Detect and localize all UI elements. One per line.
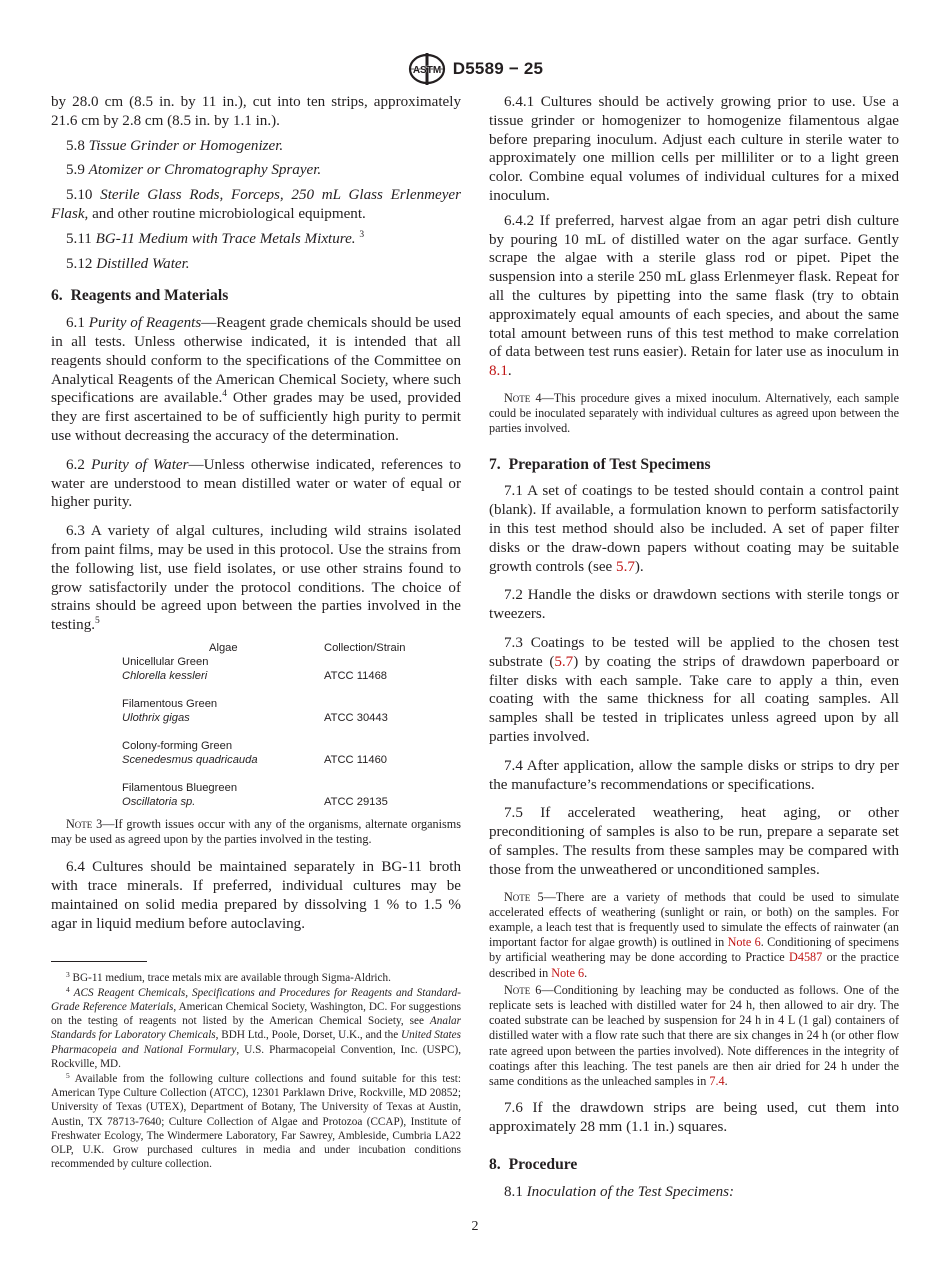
item-5-11: 5.11 BG-11 Medium with Trace Metals Mixture. $^3$ — [66, 229, 365, 247]
table-row: Unicellular Green — [122, 655, 209, 668]
xref-note-6[interactable]: Note 6 — [727, 935, 761, 950]
table-row: Oscillatoria sp. ATCC 29135 — [122, 795, 388, 808]
table-row: Chlorella kessleri ATCC 11468 — [122, 669, 388, 682]
paragraph-6-3: 6.3 A variety of algal cultures, including wild strains isolated from paint films, may be used in this protocol. Use the strains from the following list, use field isolates, or use other strains found to grow satisfactorily under the protocol conditions. The choice of strains should be agreed upon between the parties involved in the testing.$^5$ — [51, 523, 461, 634]
xref-d4587[interactable]: D4587 — [789, 950, 823, 965]
logo-text: ASTM — [412, 65, 441, 76]
page-header — [0, 52, 950, 86]
paragraph-6-4-2: 6.4.2 If preferred, harvest algae from an agar petri dish culture by pouring 10 mL of distilled water on the agar surface. Gently scrape the algae with a sterile glass rod or pipet. Pipet the suspension into a sterile 250 mL glass Erlenmeyer flask. Repeat for all the cultures by pipetting into the same flask (try to obtain approximately equal amounts of each species, and about the same total amount between runs of this test method to make correlation of data between test runs easier). Retain for later use as inoculum in 8.1. — [489, 212, 899, 380]
table-row: Ulothrix gigas ATCC 30443 — [122, 711, 388, 724]
table-row: Colony-forming Green — [122, 739, 233, 752]
item-5-8: 5.8 Tissue Grinder or Homogenizer. — [66, 137, 284, 154]
xref-5-7[interactable]: 5.7 — [554, 653, 574, 670]
footnote-3: $^3$ BG-11 medium, trace metals mix are available through Sigma-Aldrich. — [66, 969, 391, 984]
table-header-algae: Algae — [209, 641, 238, 654]
table-row: Filamentous Bluegreen — [122, 781, 238, 794]
note-6: Note 6—Conditioning by leaching may be conducted as follows. One of the replicate sets is leached with distilled water for 24 h, then allowed to air dry. The coated substrate can be leached by suspension for 24 h in 4 L (1 gal) containers of distilled water with a flow rate such that there are six changes in 24 h (or other flow rate agreed upon between the parties involved). Note differences in the integrity of coatings after this leaching. The test panels are then air dried for 24 h under the same conditions as the unleached samples in 7.4. — [489, 982, 899, 1088]
paragraph-6-4: 6.4 Cultures should be maintained separately in BG-11 broth with trace minerals. If preferred, individual cultures may be maintained on solid media prepared by dissolving 1 % to 1.5 % agar in liquid medium before autoclaving. — [51, 859, 461, 932]
table-row: Scenedesmus quadricauda ATCC 11460 — [122, 753, 388, 766]
paragraph-7-2: 7.2 Handle the disks or drawdown sections with sterile tongs or tweezers. — [489, 587, 899, 623]
section-6-heading: 6. Reagents and Materials — [51, 287, 229, 305]
paragraph-7-4: 7.4 After application, allow the sample disks or strips to dry per the manufacture’s recommendations or specifications. — [489, 757, 899, 793]
footnote-5: $^5$ Available from the following culture collections and found suitable for this test: American Type Culture Collection (ATCC), 12301 Parklawn Drive, Rockville, MD 20852; University of Texas (UTEX), Department of Botany, The University of Texas at Austin, Austin, TX 78713-7640; Culture Collection of Algae and Protozoa (CCAP), Institute of Freshwater Ecology, The Windermere Laboratory, Far Sawrey, Ambleside, Cumbria LA22 OLP, U.K. Grow purchased cultures in media and under incubation conditions recommended by culture collection. — [51, 1070, 461, 1171]
paragraph-6-1: 6.1 Purity of Reagents—Reagent grade chemicals should be used in all tests. Unless otherwise indicated, it is intended that all reagents should conform to the specifications of the Committee on Analytical Reagents of the American Chemical Society, where such specifications are available.$^4$ Other grades may be used, provided they are first ascertained to be of sufficiently high purity to permit use without decreasing the accuracy of the determination. — [51, 315, 461, 444]
algae-strain-table — [122, 641, 405, 809]
footnote-4: $^4$ ACS Reagent Chemicals, Specifications and Procedures for Reagents and Standard-Grade Reference Materials, American Chemical Society, Washington, DC. For suggestions on the testing of reagents not listed by the American Chemical Society, see Analar Standards for Laboratory Chemicals, BDH Ltd., Poole, Dorset, U.K., and the United States Pharmacopeia and National Formulary, U.S. Pharmacopeial Convention, Inc. (USPC), Rockville, MD. — [51, 984, 461, 1070]
table-header-row — [122, 641, 405, 655]
footnote-ref-3: 3 — [359, 229, 365, 240]
item-5-10: 5.10 Sterile Glass Rods, Forceps, 250 mL Glass Erlenmeyer Flask, and other routine microbiological equipment. — [51, 187, 461, 222]
item-5-12: 5.12 Distilled Water. — [66, 255, 190, 272]
note-4: Note 4—This procedure gives a mixed inoculum. Alternatively, each sample could be inoculated separately with individual cultures as agreed upon between the parties involved. — [489, 390, 900, 436]
section-8-heading: 8. Procedure — [489, 1155, 578, 1173]
paragraph-7-5: 7.5 If accelerated weathering, heat aging, or other preconditioning of samples is also to be run, prepare a separate set of samples. The results from these samples may be compared with those from the unweathered or unconditioned samples. — [489, 805, 899, 878]
table-header-strain: Collection/Strain — [324, 641, 406, 654]
xref-7-4[interactable]: 7.4 — [709, 1073, 725, 1088]
footnote-ref-4: 4 — [222, 389, 228, 400]
paragraph-7-1: 7.1 A set of coatings to be tested should contain a control paint (blank). If available, a formulation known to perform satisfactorily in this test method should also be included. A set of paper filter disks or the draw-down papers without coating may be suitable growth controls (see 5.7). — [489, 483, 899, 575]
table-row: Filamentous Green — [122, 697, 218, 710]
paragraph-continued: by 28.0 cm (8.5 in. by 11 in.), cut into ten strips, approximately 21.6 cm by 2.8 cm (8.5 in. by 1.1 in.). — [51, 94, 461, 129]
right-column — [489, 93, 899, 1201]
note-3: Note 3—If growth issues occur with any of the organisms, alternate organisms may be used as agreed upon by the parties involved in the testing. — [51, 816, 462, 847]
left-column — [51, 93, 461, 1172]
paragraph-8-1: 8.1 Inoculation of the Test Specimens: — [504, 1183, 735, 1200]
xref-5-7[interactable]: 5.7 — [616, 558, 635, 575]
document-id: D5589 − 25 — [452, 59, 544, 78]
section-7-heading: 7. Preparation of Test Specimens — [489, 455, 711, 473]
xref-8-1[interactable]: 8.1 — [489, 363, 508, 380]
page-number: 2 — [471, 1219, 479, 1234]
paragraph-6-4-1: 6.4.1 Cultures should be actively growing prior to use. Use a tissue grinder or homogenizer to homogenize filamentous algae before preparing inoculum. Adjust each culture in sterile water to approximately one million cells per milliliter or to a light green color. Combine equal volumes of individual cultures for a mixed inoculum. — [489, 94, 899, 204]
footnote-ref-5: 5 — [95, 616, 100, 627]
note-5: Note 5—There are a variety of methods that could be used to simulate accelerated effects of weathering (sunlight or rain, or both) on the samples. For example, a leach test that is frequently used to simulate the effects of rainwater (an important factor for algae growth) is outlined in Note 6. Conditioning of specimens by artificial weathering may be done according to Practice D4587 or the practice described in Note 6. — [489, 889, 900, 980]
astm-logo-icon — [407, 52, 447, 86]
paragraph-7-6: 7.6 If the drawdown strips are being used, cut them into approximately 28 mm (1.1 in.) squares. — [489, 1100, 899, 1135]
paragraph-6-2: 6.2 Purity of Water—Unless otherwise indicated, references to water are understood to mean distilled water or water of equal or higher purity. — [51, 456, 462, 511]
footnote-divider — [51, 961, 147, 962]
paragraph-7-3: 7.3 Coatings to be tested will be applied to the chosen test substrate (5.7) by coating the strips of drawdown paperboard or filter disks with each sample. Take care to apply a thin, even coating with the same thickness for all coating samples. All samples shall be tested in triplicates unless agreed upon by all parties involved. — [489, 634, 899, 745]
xref-note-6[interactable]: Note 6 — [551, 965, 585, 980]
item-5-9: 5.9 Atomizer or Chromatography Sprayer. — [66, 162, 322, 179]
